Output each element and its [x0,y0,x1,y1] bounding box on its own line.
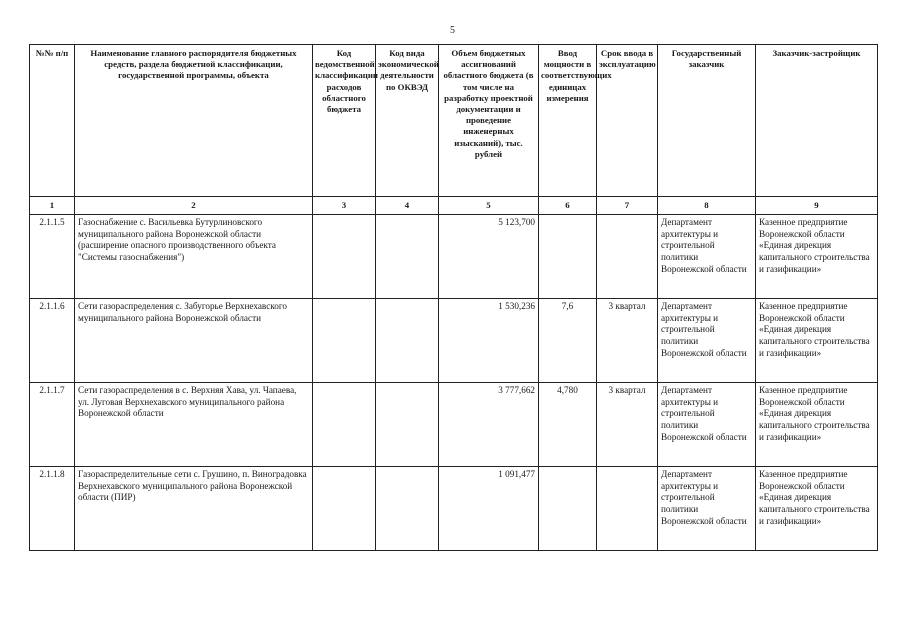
capacity-cell: 7,6 [539,299,597,383]
column-number: 4 [376,197,439,215]
customer-developer: Казенное предприятие Воронежской области «Единая дирекция капитального строительства и газификации» [756,467,878,551]
row-number: 2.1.1.7 [30,383,75,467]
customer-developer: Казенное предприятие Воронежской области «Единая дирекция капитального строительства и газификации» [756,215,878,299]
budget-table [29,44,878,551]
object-name: Сети газораспределения с. Забугорье Верхнехавского муниципального района Воронежской области [75,299,313,383]
column-number-row [30,197,878,215]
row-number: 2.1.1.6 [30,299,75,383]
column-number: 8 [658,197,756,215]
header-amount: Объем бюджетных ассигнований областного бюджета (в том числе на разработку проектной документации и проведение инженерных изысканий), тыс. рублей [439,45,539,197]
header-customer: Государственный заказчик [658,45,756,197]
column-number: 7 [597,197,658,215]
row-number: 2.1.1.5 [30,215,75,299]
dept-code-cell [313,215,376,299]
state-customer: Департамент архитектуры и строительной политики Воронежской области [658,299,756,383]
state-customer: Департамент архитектуры и строительной политики Воронежской области [658,215,756,299]
column-number: 2 [75,197,313,215]
okved-cell [376,299,439,383]
object-name: Газоснабжение с. Васильевка Бутурлиновского муниципального района Воронежской области (расширение опасного производственного объекта "Системы газоснабжения") [75,215,313,299]
column-number: 1 [30,197,75,215]
column-number: 3 [313,197,376,215]
budget-amount: 3 777,662 [439,383,539,467]
commissioning-term: 3 квартал [597,299,658,383]
header-num: №№ п/п [30,45,75,197]
column-number: 5 [439,197,539,215]
budget-amount: 1 091,477 [439,467,539,551]
okved-cell [376,383,439,467]
row-number: 2.1.1.8 [30,467,75,551]
table-row [30,383,878,467]
table-header-row [30,45,878,197]
dept-code-cell [313,299,376,383]
budget-amount: 1 530,236 [439,299,539,383]
commissioning-term [597,215,658,299]
header-capacity: Ввод мощности в соответствующих единицах измерения [539,45,597,197]
table-row [30,215,878,299]
capacity-cell [539,467,597,551]
header-dept-code: Код ведомственной классификации расходов областного бюджета [313,45,376,197]
header-term: Срок ввода в эксплуатацию [597,45,658,197]
customer-developer: Казенное предприятие Воронежской области «Единая дирекция капитального строительства и газификации» [756,383,878,467]
state-customer: Департамент архитектуры и строительной политики Воронежской области [658,467,756,551]
customer-developer: Казенное предприятие Воронежской области «Единая дирекция капитального строительства и газификации» [756,299,878,383]
object-name: Сети газораспределения в с. Верхняя Хава, ул. Чапаева, ул. Луговая Верхнехавского муниципального района Воронежской области [75,383,313,467]
dept-code-cell [313,383,376,467]
dept-code-cell [313,467,376,551]
commissioning-term [597,467,658,551]
capacity-cell: 4,780 [539,383,597,467]
capacity-cell [539,215,597,299]
okved-cell [376,467,439,551]
column-number: 9 [756,197,878,215]
state-customer: Департамент архитектуры и строительной политики Воронежской области [658,383,756,467]
object-name: Газораспределительные сети с. Грушино, п. Виноградовка Верхнехавского муниципального района Воронежской области (ПИР) [75,467,313,551]
header-okved: Код вида экономической деятельности по ОКВЭД [376,45,439,197]
commissioning-term: 3 квартал [597,383,658,467]
okved-cell [376,215,439,299]
column-number: 6 [539,197,597,215]
table-row [30,299,878,383]
header-name: Наименование главного распорядителя бюджетных средств, раздела бюджетной классификации, государственной программы, объекта [75,45,313,197]
page-number: 5 [450,25,455,36]
header-developer: Заказчик-застройщик [756,45,878,197]
table-row [30,467,878,551]
budget-amount: 5 123,700 [439,215,539,299]
